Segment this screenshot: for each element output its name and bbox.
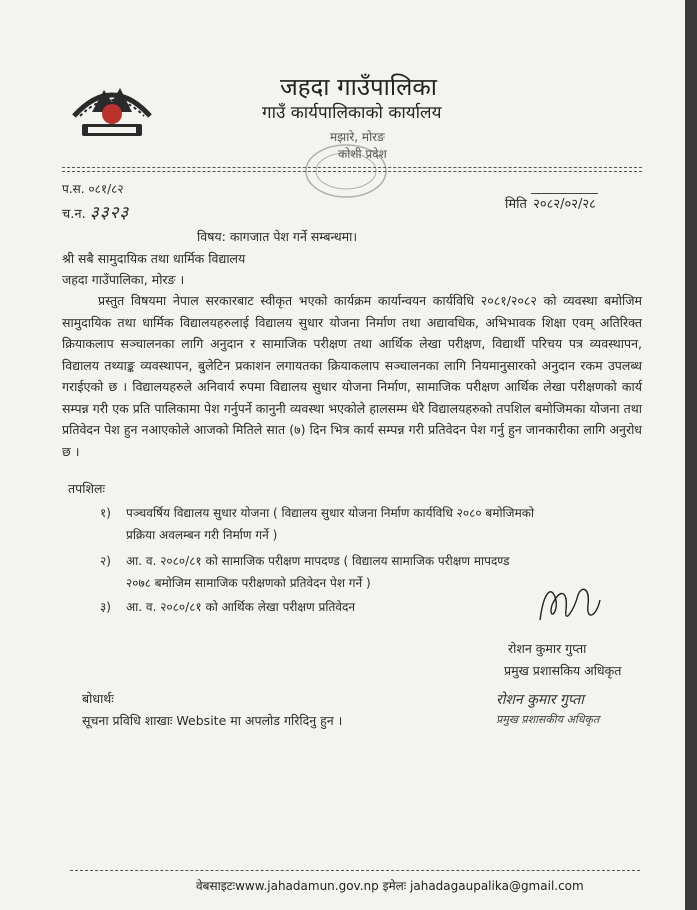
letter-date xyxy=(505,193,598,212)
detail-item-1-number: १) xyxy=(100,506,111,520)
date-label: मिति xyxy=(505,197,527,212)
date-value: २०८२/०२/२८ xyxy=(531,193,598,212)
dispatch-label: च.न. xyxy=(62,207,86,222)
cc-label: बोधार्थः xyxy=(82,691,114,706)
letter-subject: विषय: कागजात पेश गर्ने सम्बन्धमा। xyxy=(197,229,358,244)
signatory-name: रोशन कुमार गुप्ता xyxy=(508,641,587,656)
office-address-line2: कोशी प्रदेश xyxy=(338,147,387,161)
letter-body: प्रस्तुत विषयमा नेपाल सरकारबाट स्वीकृत भएको कार्यक्रम कार्यान्वयन कार्यविधि २०८१/२०८२ को व्यवस्था बमोजिम सामुदायिक तथा धार्मिक विद्यालयहरुलाई विद्यालय सुधार योजना निर्माण तथा अद्यावधिक, अभिभावक शिक्षा एवम् अतिरिक्त क्रियाकलाप सञ्चालनका लागि अनुदान र सामाजिक परीक्षण तथा आर्थिक लेखा परीक्षण, विद्यार्थी परिचय पत्र व्यवस्थापन, विद्यालय तथ्याङ्क व्यवस्थापन, बुलेटिन प्रकाशन लगायतका क्रियाकलाप सञ्चालनका लागि नियमानुसारको अनुदान रकम उपलब्ध गराईएको छ । विद्यालयहरुले अनिवार्य रुपमा विद्यालय सुधार योजना निर्माण, सामाजिक परीक्षण आर्थिक लेखा परीक्षणको कार्य सम्पन्न गरी एक प्रति पालिकामा पेश गर्नुपर्ने कानुनी व्यवस्था भएकोले हालसम्म धेरै विद्यालयहरुको तपशिल बमोजिमका योजना तथा प्रतिवेदन पेश हुन नआएकोले आजको मितिले सात (७) दिन भित्र कार्य सम्पन्न गरी प्रतिवेदन पेश गर्नु हुन जानकारीका लागि अनुरोध छ । xyxy=(62,293,642,459)
office-subtitle: गाउँ कार्यपालिकाको कार्यालय xyxy=(262,103,442,123)
dispatch-value: ३३२३ xyxy=(89,203,130,223)
detail-item-2-number: २) xyxy=(100,554,111,568)
nepal-emblem-icon xyxy=(70,72,154,142)
detail-item-2-line2: २०७८ बमोजिम सामाजिक परीक्षणको प्रतिवेदन पेश गर्ने ) xyxy=(126,576,371,590)
office-stamp-icon xyxy=(300,140,392,202)
signatory-title: प्रमुख प्रशासकिय अधिकृत xyxy=(504,663,622,678)
details-heading: तपशिलः xyxy=(68,481,105,496)
recipient-line1: श्री सबै सामुदायिक तथा धार्मिक विद्यालय xyxy=(62,251,246,266)
detail-item-2-line1: आ. व. २०८०/८१ को सामाजिक परीक्षण मापदण्ड ( विद्यालय सामाजिक परीक्षण मापदण्ड xyxy=(126,554,510,568)
signatory-stamp-name: रोशन कुमार गुप्ता xyxy=(496,692,584,708)
detail-item-1-line2: प्रक्रिया अवलम्बन गरी निर्माण गर्ने ) xyxy=(126,528,278,542)
detail-item-3-number: ३) xyxy=(100,600,111,614)
recipient-line2: जहदा गाउँपालिका, मोरङ । xyxy=(62,272,185,287)
detail-item-3-line1: आ. व. २०८०/८१ को आर्थिक लेखा परीक्षण प्रतिवेदन xyxy=(126,600,355,614)
dispatch-number xyxy=(62,200,129,223)
signatory-stamp-title: प्रमुख प्रशासकीय अधिकृत xyxy=(496,713,600,726)
letter-reference-number: प.स. ०८१/८२ xyxy=(62,182,124,196)
page-edge-shadow xyxy=(685,0,697,910)
office-title: जहदा गाउँपालिका xyxy=(280,73,438,101)
footer-divider xyxy=(70,870,640,871)
office-address-line1: मझारे, मोरङ xyxy=(330,130,385,144)
detail-item-1-line1: पञ्चवर्षिय विद्यालय सुधार योजना ( विद्यालय सुधार योजना निर्माण कार्यविधि २०८० बमोजिमको xyxy=(126,506,535,520)
footer-contact: वेबसाइटःwww.jahadamun.gov.np इमेलः jahadagaupalika@gmail.com xyxy=(196,879,584,893)
cc-line: सूचना प्रविधि शाखाः Website मा अपलोड गरिदिनु हुन । xyxy=(82,713,343,728)
handwritten-signature xyxy=(530,580,610,630)
